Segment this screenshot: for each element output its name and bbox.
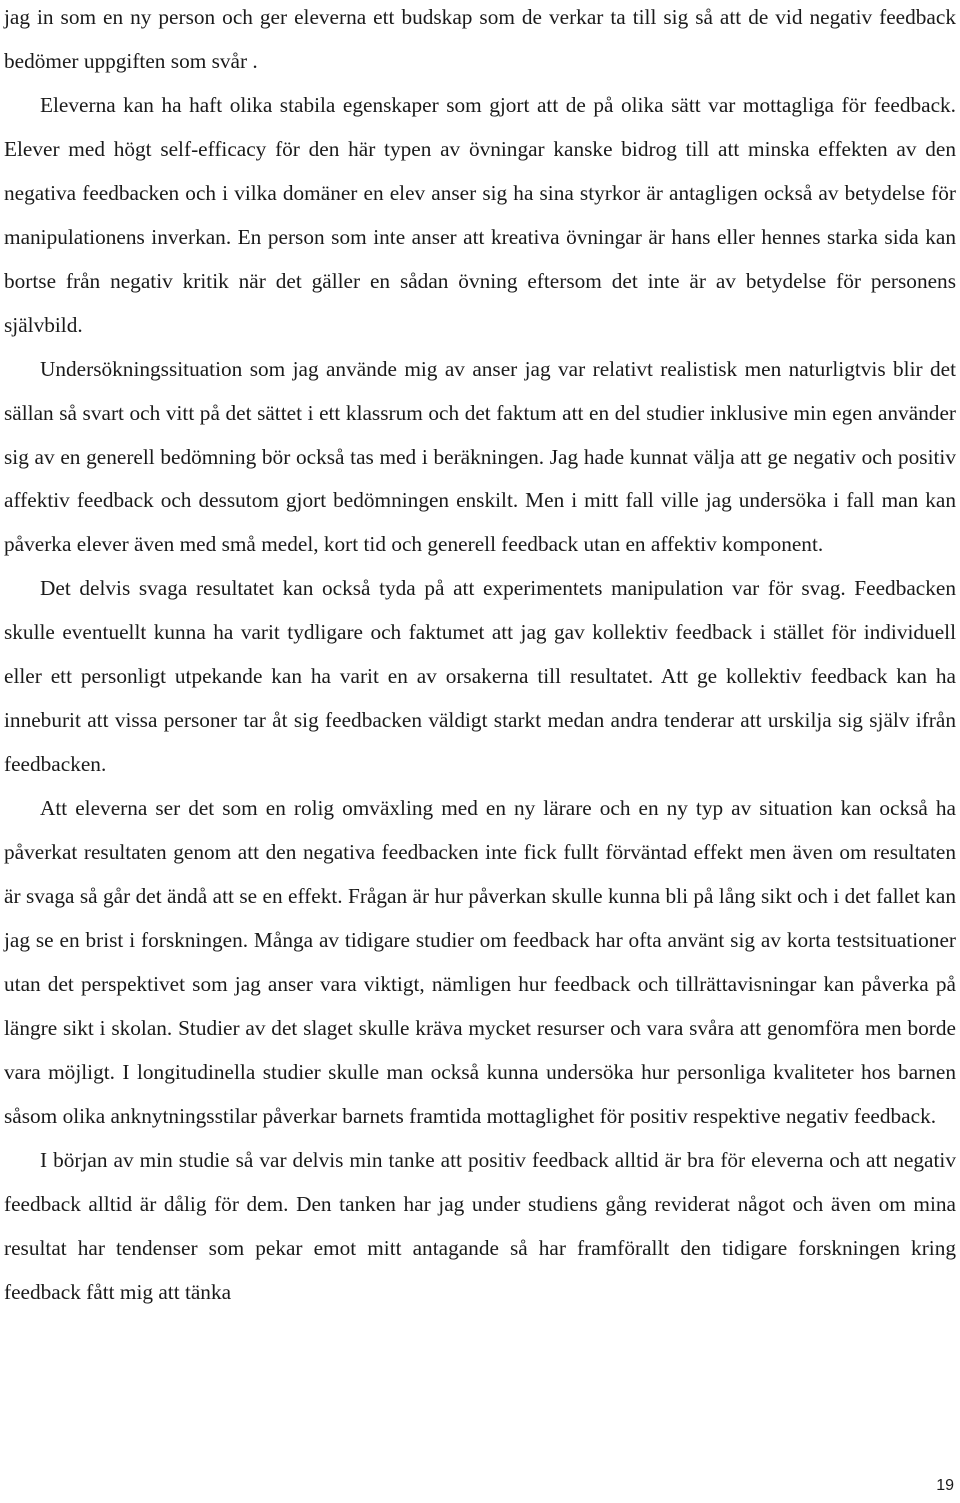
paragraph-5: Att eleverna ser det som en rolig omväxling med en ny lärare och en ny typ av situation kan också ha påverkat resultaten genom att den negativa feedbacken inte fick fullt förväntad effekt men även om resultaten är svaga så går det ändå att se en effekt. Frågan är hur påverkan skulle kunna bli på lång sikt och i det fallet kan jag se en brist i forskningen. Många av tidigare studier om feedback har ofta använt sig av korta testsituationer utan det perspektivet som jag anser vara viktigt, nämligen hur feedback och tillrättavisningar kan påverka på längre sikt i skolan. Studier av det slaget skulle kräva mycket resurser och vara svåra att genomföra men borde vara möjligt. I longitudinella studier skulle man också kunna undersöka hur personliga kvaliteter hos barnen såsom olika anknytningsstilar påverkar barnets framtida mottaglighet för positiv respektive negativ feedback. (4, 796, 956, 1128)
body-text (4, 0, 956, 1315)
paragraph-6: I början av min studie så var delvis min tanke att positiv feedback alltid är bra för eleverna och att negativ feedback alltid är dålig för dem. Den tanken har jag under studiens gång reviderat något och även om mina resultat har tendenser som pekar emot mitt antagande så har framförallt den tidigare forskningen kring feedback fått mig att tänka (4, 1147, 956, 1304)
paragraph-3: Undersökningssituation som jag använde mig av anser jag var relativt realistisk men naturligtvis blir det sällan så svart och vitt på det sättet i ett klassrum och det faktum att en del studier inklusive min egen använder sig av en generell bedömning bör också tas med i beräkningen. Jag hade kunnat välja att ge negativ och positiv affektiv feedback och dessutom gjort bedömningen enskilt. Men i mitt fall ville jag undersöka i fall man kan påverka elever även med små medel, kort tid och generell feedback utan en affektiv komponent. (4, 356, 956, 557)
paragraph-2: Eleverna kan ha haft olika stabila egenskaper som gjort att de på olika sätt var mottagliga för feedback. Elever med högt self-efficacy för den här typen av övningar kanske bidrog till att minska effekten av den negativa feedbacken och i vilka domäner en elev anser sig ha sina styrkor är antagligen också av betydelse för manipulationens inverkan. En person som inte anser att kreativa övningar är hans eller hennes starka sida kan bortse från negativ kritik när det gäller en sådan övning eftersom det inte är av betydelse för personens självbild. (4, 92, 956, 337)
page-number: 19 (936, 1477, 954, 1494)
paragraph-4: Det delvis svaga resultatet kan också tyda på att experimentets manipulation var för svag. Feedbacken skulle eventuellt kunna ha varit tydligare och faktumet att jag gav kollektiv feedback i stället för individuell eller ett personligt utpekande kan ha varit en av orsakerna till resultatet. Att ge kollektiv feedback kan ha inneburit att vissa personer tar åt sig feedbacken väldigt starkt medan andra tenderar att urskilja sig själv ifrån feedbacken. (4, 576, 956, 777)
paragraph-1: jag in som en ny person och ger eleverna ett budskap som de verkar ta till sig så att de vid negativ feedback bedömer uppgiften som svår . (4, 5, 956, 73)
